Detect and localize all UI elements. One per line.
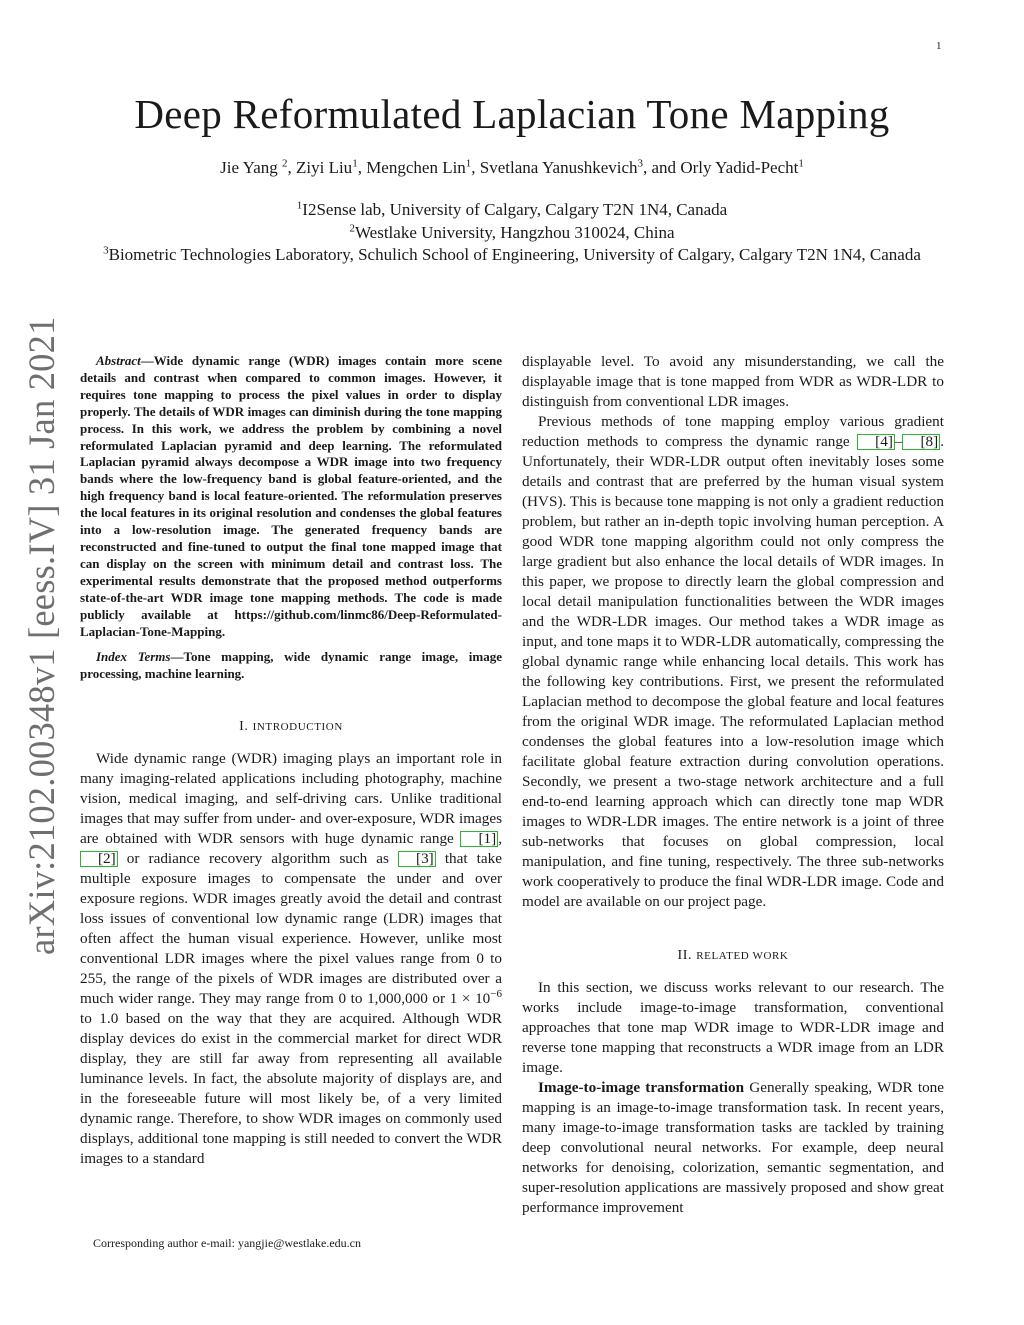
citation-range-dash: – [894, 433, 903, 450]
author-separator: , [471, 158, 480, 177]
paragraph-text: Generally speaking, WDR tone mapping is an image-to-image transformation task. In recent years, many image-to-image transformation tasks are tackled by training deep convolutional neural networks. For example, deep neural networks for denoising, colorization, semantic segmentation, and super-resolution applications are massively proposed and show great performance improvement [522, 1079, 944, 1216]
author-affiliation-mark: 1 [798, 157, 804, 170]
citation-link[interactable]: [3] [398, 851, 436, 867]
related-work-paragraph: In this section, we discuss works relevant to our research. The works include image-to-image transformation, conventional approaches that tone map WDR image to WDR-LDR image and reverse tone mapping that reconstructs a WDR image from an LDR image. [522, 979, 944, 1076]
section-number: II. [677, 948, 693, 963]
affiliation-text: I2Sense lab, University of Calgary, Calgary T2N 1N4, Canada [302, 200, 728, 219]
affiliation-mark: 3 [103, 244, 109, 257]
paragraph-text: to 1.0 based on the way that they are acquired. Although WDR display devices do exist in the commercial market for direct WDR display, they are still far away from representing all available luminance levels. In fact, the absolute majority of displays are, and in the foreseeable future will most likely be, of a very limited dynamic range. Therefore, to show WDR images on commonly used displays, additional tone mapping is still needed to convert the WDR images to a standard [80, 1010, 502, 1168]
section-number: I. [239, 719, 249, 735]
affiliation-mark: 2 [349, 221, 355, 234]
continued-paragraph: displayable level. To avoid any misunderstanding, we call the displayable image that is tone mapped from WDR as WDR-LDR to distinguish from conventional LDR images. [522, 353, 944, 410]
index-terms-label: Index Terms [96, 649, 171, 665]
related-work-paragraph [522, 1078, 944, 1218]
affiliation [80, 244, 944, 267]
exponent: −6 [490, 988, 502, 1001]
author-name: Svetlana Yanushkevich [479, 158, 638, 177]
author-affiliation-mark: 1 [352, 157, 358, 170]
citation-link[interactable]: [1] [460, 831, 498, 847]
paragraph-text: Previous methods of tone mapping employ various gradient reduction methods to compress the dynamic range [522, 413, 944, 450]
left-column [80, 353, 502, 1169]
section-title: RELATED WORK [696, 950, 789, 962]
author-separator: , [287, 158, 296, 177]
author-list [0, 158, 1024, 178]
author-name: Mengchen Lin [366, 158, 466, 177]
paragraph-text: or radiance recovery algorithm such as [117, 850, 399, 868]
affiliation-text: Biometric Technologies Laboratory, Schulich School of Engineering, University of Calgary, Calgary T2N 1N4, Canada [108, 245, 921, 264]
affiliation-text: Westlake University, Hangzhou 310024, China [354, 222, 675, 242]
paper-title: Deep Reformulated Laplacian Tone Mapping [134, 91, 890, 137]
abstract [80, 353, 502, 640]
paragraph-text: Wide dynamic range (WDR) imaging plays an important role in many imaging-related applications including photography, machine vision, medical imaging, and self-driving cars. Unlike traditional images that may suffer from under- and over-exposure, WDR images are obtained with WDR sensors with huge dynamic range [80, 750, 502, 848]
footnote: Corresponding author e-mail: yangjie@westlake.edu.cn [93, 1236, 361, 1250]
citation-link[interactable]: [8] [902, 434, 940, 450]
paragraph-text: . Unfortunately, their WDR-LDR output often inevitably loses some details and contrast that are preferred by the human visual system (HVS). This is because tone mapping is not only a gradient reduction problem, but rather an in-depth topic involving human perception. A good WDR tone mapping algorithm could not only compress the large gradient but also enhance the local details of WDR images. In this paper, we propose to directly learn the global compression and local detail manipulation functionalities between the WDR images and the WDR-LDR images. Our method takes a WDR image as input, and tone maps it to WDR-LDR automatically, compressing the global dynamic range while enhancing local details. This work has the following key contributions. First, we present the reformulated Laplacian method to decompose the global feature and local features from the original WDR image. The reformulated Laplacian method condenses the global features into a low-resolution image which facilitate global feature extraction during convolution operations. Secondly, we present a two-stage network architecture and a full end-to-end learning approach which can directly tone map WDR images to WDR-LDR images. The entire network is a joint of three sub-networks that focuses on global compression, local manipulation, and fine tuning, respectively. The three sub-networks work cooperatively to produce the final WDR-LDR image. Code and model are available on our project page. [522, 433, 944, 910]
index-terms [80, 649, 502, 683]
runin-heading: Image-to-image transformation [538, 1079, 745, 1096]
affiliation [80, 199, 944, 222]
section-title: INTRODUCTION [252, 721, 343, 734]
author-affiliation-mark: 2 [281, 157, 288, 170]
paragraph-text: that take multiple exposure images to compensate the under and over exposure regions. WDR images greatly avoid the detail and contrast loss issues of conventional low dynamic range (LDR) images that often affect the human visual experience. However, unlike most conventional LDR images where the pixel values range from 0 to 255, the range of the pixels of WDR images are distributed over a much wider range. They may range from 0 to 1,000,000 or 1 × 10 [80, 850, 502, 1008]
index-terms-text: —Tone mapping, wide dynamic range image, image processing, machine learning. [80, 649, 502, 682]
introduction-paragraph [522, 412, 944, 912]
author-affiliation-mark: 1 [465, 157, 472, 170]
abstract-text: —Wide dynamic range (WDR) images contain more scene details and contrast when compared to common images. However, it requires tone mapping to process the pixel values in order to display properly. The details of WDR images can diminish during the tone mapping process. In this work, we address the problem by combining a novel reformulated Laplacian pyramid and deep learning. The reformulated Laplacian pyramid always decompose a WDR image into two frequency bands where the low-frequency band is global feature-oriented, and the high frequency band is local feature-oriented. The reformulation preserves the local features in its original resolution and condenses the global features into a low-resolution image. The generated frequency bands are reconstructed and fine-tuned to output the final tone mapped image that can display on the screen with minimum detail and contrast loss. The experimental results demonstrate that the proposed method outperforms state-of-the-art WDR image tone mapping methods. The code is made publicly available at https://github.com/linmc86/Deep-Reformulated-Laplacian-Tone-Mapping. [80, 353, 502, 639]
affiliation-list [80, 199, 944, 267]
citation-link[interactable]: [4] [857, 434, 895, 450]
affiliation-mark: 1 [296, 199, 303, 212]
author-name: Ziyi Liu [295, 158, 353, 177]
author-name: Orly Yadid-Pecht [680, 158, 799, 177]
citation-link[interactable]: [2] [80, 851, 118, 867]
affiliation [80, 222, 944, 245]
author-name: Jie Yang [220, 158, 278, 177]
introduction-paragraph [80, 749, 502, 1169]
arxiv-identifier: arXiv:2102.00348v1 [eess.IV] 31 Jan 2021 [21, 316, 62, 955]
right-column [522, 352, 944, 1218]
section-heading-introduction [80, 717, 502, 737]
author-affiliation-mark: 3 [637, 157, 644, 170]
section-heading-related-work [522, 946, 944, 966]
abstract-label: Abstract [96, 353, 141, 368]
author-separator: , and [643, 158, 681, 177]
page-number: 1 [936, 40, 942, 52]
author-separator: , [357, 158, 367, 177]
paragraph-text: , [498, 830, 502, 848]
